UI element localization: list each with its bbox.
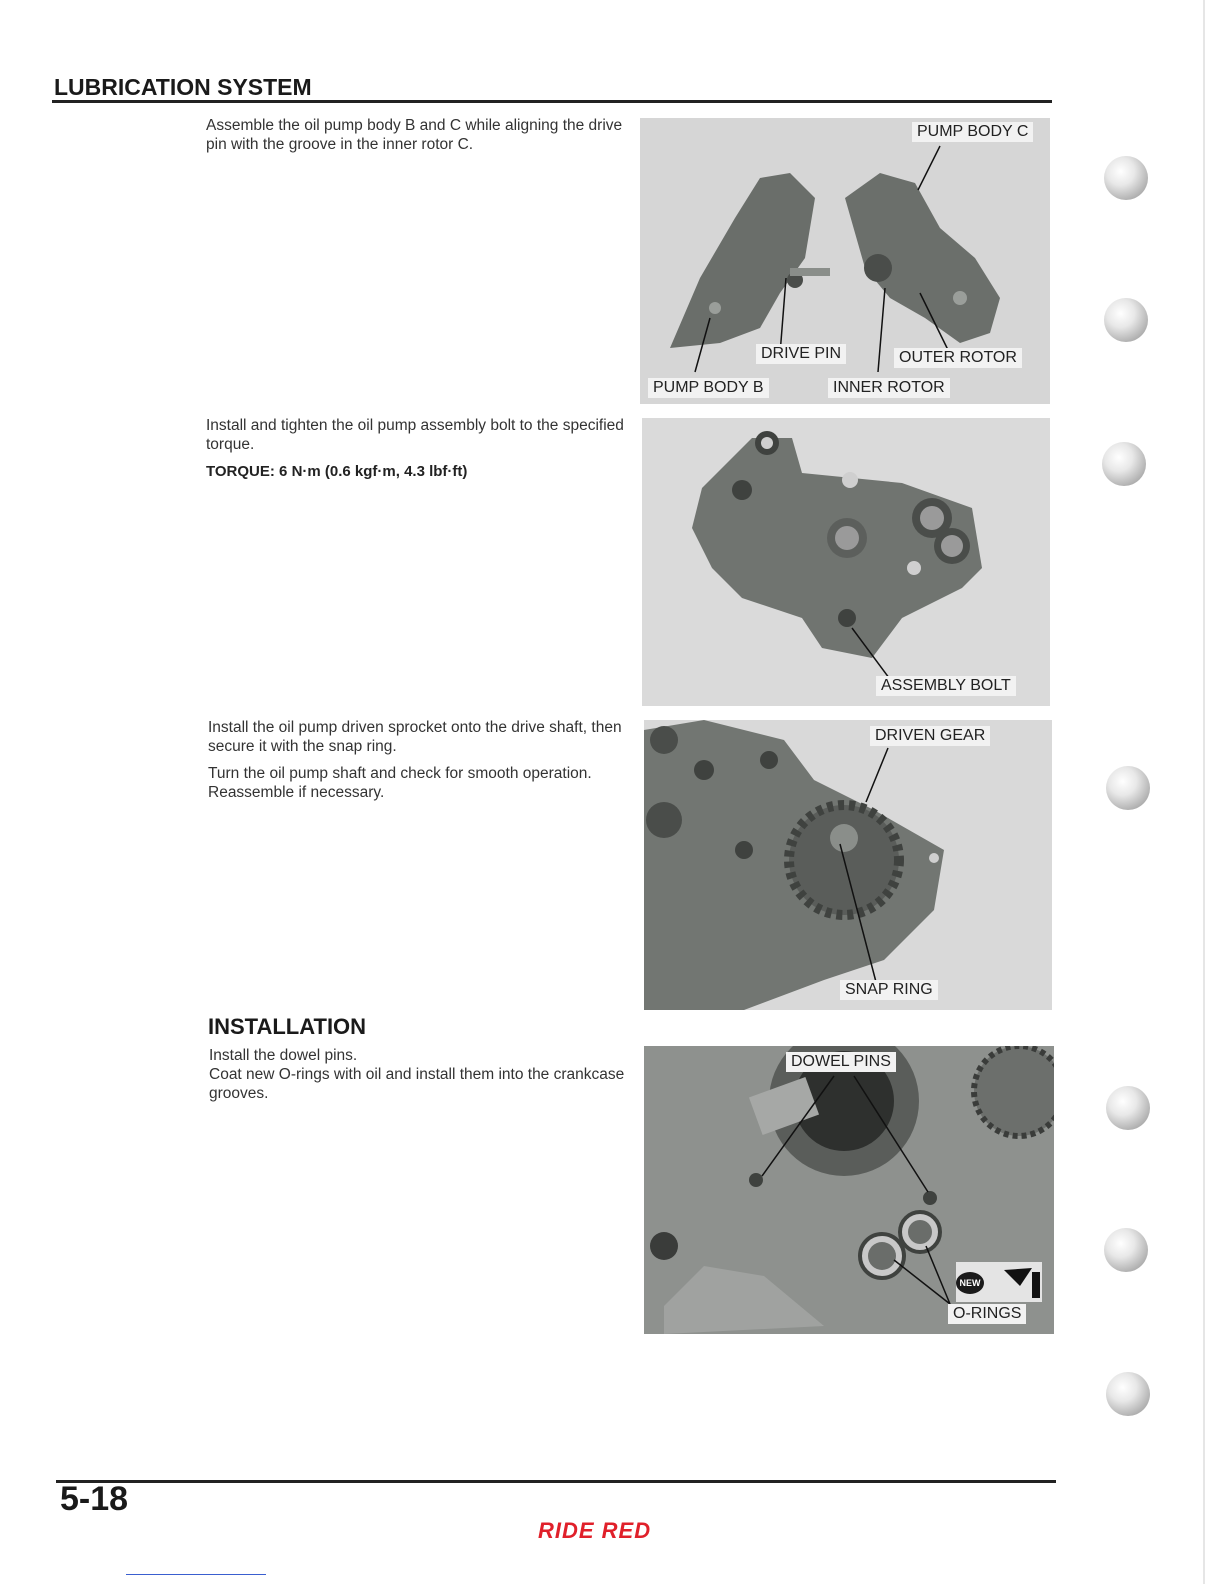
binder-tab-dot bbox=[1104, 1228, 1148, 1272]
step-text-1: Install the oil pump driven sprocket onto the drive shaft, then secure it with the snap ring. bbox=[208, 719, 622, 755]
figure-dowel-pins bbox=[644, 1046, 1054, 1334]
step-text-3: Reassemble if necessary. bbox=[208, 784, 385, 801]
step-text: Install and tighten the oil pump assembly bolt to the specified torque. bbox=[206, 417, 624, 453]
header-rule bbox=[52, 100, 1052, 103]
label-drive-pin: DRIVE PIN bbox=[756, 344, 846, 364]
footer-rule bbox=[56, 1480, 1056, 1483]
binder-tab-dot bbox=[1104, 298, 1148, 342]
label-inner-rotor: INNER ROTOR bbox=[828, 378, 950, 398]
binder-tab-dot bbox=[1106, 1086, 1150, 1130]
footer-link-underline bbox=[126, 1574, 266, 1575]
label-outer-rotor: OUTER ROTOR bbox=[894, 348, 1022, 368]
binder-tab-dot bbox=[1102, 442, 1146, 486]
step-text: Assemble the oil pump body B and C while aligning the drive pin with the groove in the inner rotor C. bbox=[206, 117, 623, 153]
footer-brand: RIDE RED bbox=[538, 1518, 652, 1543]
binder-tab-dot bbox=[1104, 156, 1148, 200]
label-assembly-bolt: ASSEMBLY BOLT bbox=[876, 676, 1016, 696]
label-o-rings: O-RINGS bbox=[948, 1304, 1026, 1324]
step-tighten-bolt bbox=[206, 416, 630, 489]
label-dowel-pins: DOWEL PINS bbox=[786, 1052, 896, 1072]
installation-title: INSTALLATION bbox=[208, 1014, 367, 1039]
binder-tab-dot bbox=[1106, 1372, 1150, 1416]
new-part-badge: NEW bbox=[956, 1272, 984, 1294]
label-driven-gear: DRIVEN GEAR bbox=[870, 726, 990, 746]
section-header-title: LUBRICATION SYSTEM bbox=[54, 74, 312, 100]
figure-assembly-bolt bbox=[642, 418, 1050, 706]
step-text-2: Turn the oil pump shaft and check for smooth operation. bbox=[208, 765, 592, 782]
figure-driven-gear bbox=[644, 720, 1052, 1010]
label-snap-ring: SNAP RING bbox=[840, 980, 938, 1000]
label-pump-body-c: PUMP BODY C bbox=[912, 122, 1033, 142]
crankcase-illustration bbox=[644, 1046, 1054, 1334]
step-text-1: Install the dowel pins. bbox=[209, 1047, 358, 1064]
step-installation bbox=[209, 1046, 633, 1111]
step-install-sprocket bbox=[208, 718, 632, 810]
torque-spec: TORQUE: 6 N·m (0.6 kgf·m, 4.3 lbf·ft) bbox=[206, 463, 468, 480]
step-assemble-pump-body bbox=[206, 116, 630, 162]
binder-edge bbox=[1203, 0, 1205, 1584]
label-pump-body-b: PUMP BODY B bbox=[648, 378, 769, 398]
driven-gear-illustration bbox=[644, 720, 1052, 1010]
page-number: 5-18 bbox=[60, 1480, 129, 1518]
assembly-bolt-illustration bbox=[642, 418, 1050, 706]
figure-pump-bodies bbox=[640, 118, 1050, 404]
step-text-2: Coat new O-rings with oil and install them into the crankcase grooves. bbox=[209, 1066, 625, 1102]
binder-tab-dot bbox=[1106, 766, 1150, 810]
